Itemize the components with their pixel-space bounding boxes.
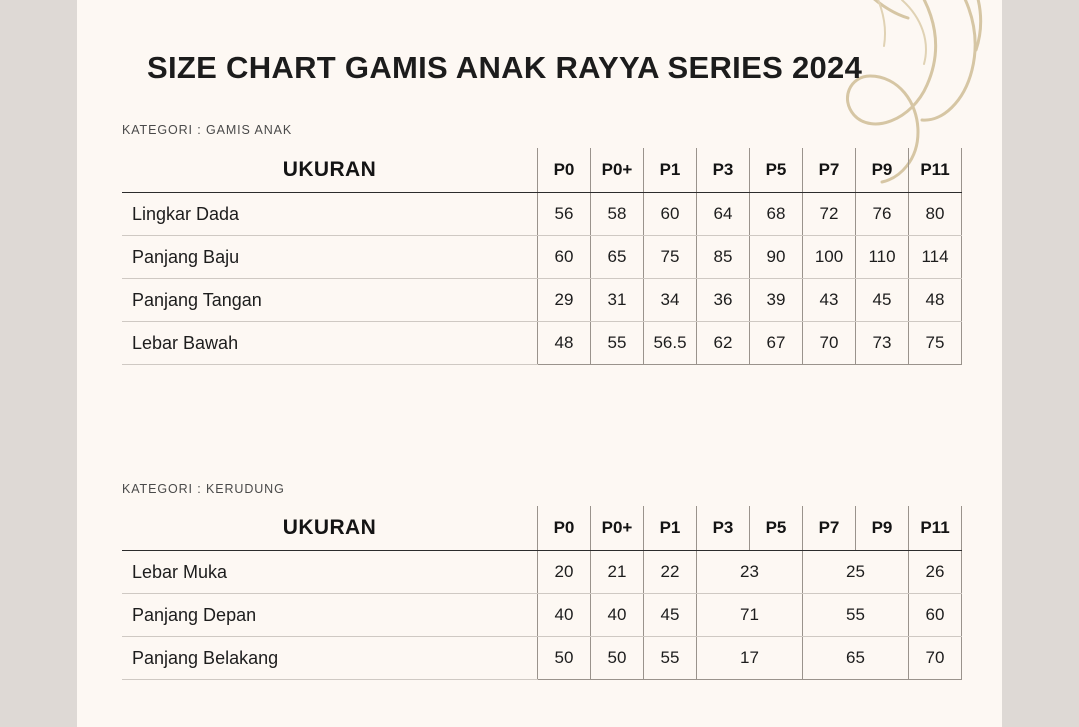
cell-value: 67 bbox=[750, 322, 803, 365]
cell-value: 45 bbox=[644, 594, 697, 637]
column-header-p0: P0 bbox=[538, 148, 591, 193]
cell-value: 29 bbox=[538, 279, 591, 322]
cell-value: 60 bbox=[538, 236, 591, 279]
cell-value: 50 bbox=[591, 637, 644, 680]
left-margin-band bbox=[0, 0, 77, 727]
column-header-p5: P5 bbox=[750, 148, 803, 193]
column-header-p3: P3 bbox=[697, 506, 750, 551]
cell-value: 56.5 bbox=[644, 322, 697, 365]
cell-value: 40 bbox=[538, 594, 591, 637]
row-label: Lebar Muka bbox=[122, 551, 538, 594]
cell-value-merged: 23 bbox=[697, 551, 803, 594]
table-row bbox=[122, 322, 962, 365]
category-label-kerudung: KATEGORI : KERUDUNG bbox=[122, 482, 285, 496]
cell-value: 68 bbox=[750, 193, 803, 236]
column-header-ukuran: UKURAN bbox=[122, 148, 538, 193]
row-label: Panjang Belakang bbox=[122, 637, 538, 680]
cell-value: 72 bbox=[803, 193, 856, 236]
cell-value: 90 bbox=[750, 236, 803, 279]
cell-value: 70 bbox=[909, 637, 962, 680]
cell-value: 65 bbox=[591, 236, 644, 279]
size-table-kerudung bbox=[122, 506, 962, 680]
table-row bbox=[122, 594, 962, 637]
cell-value: 73 bbox=[856, 322, 909, 365]
cell-value: 50 bbox=[538, 637, 591, 680]
row-label: Panjang Depan bbox=[122, 594, 538, 637]
cell-value: 48 bbox=[538, 322, 591, 365]
cell-value: 56 bbox=[538, 193, 591, 236]
cell-value: 100 bbox=[803, 236, 856, 279]
cell-value: 75 bbox=[909, 322, 962, 365]
column-header-p7: P7 bbox=[803, 506, 856, 551]
cell-value: 20 bbox=[538, 551, 591, 594]
column-header-p1: P1 bbox=[644, 148, 697, 193]
column-header-p0-plus: P0+ bbox=[591, 148, 644, 193]
cell-value: 45 bbox=[856, 279, 909, 322]
cell-value: 22 bbox=[644, 551, 697, 594]
table-row bbox=[122, 551, 962, 594]
document-page bbox=[77, 0, 1002, 727]
cell-value: 55 bbox=[591, 322, 644, 365]
page-title: SIZE CHART GAMIS ANAK RAYYA SERIES 2024 bbox=[147, 50, 863, 85]
column-header-ukuran: UKURAN bbox=[122, 506, 538, 551]
cell-value: 36 bbox=[697, 279, 750, 322]
right-margin-band bbox=[1002, 0, 1079, 727]
cell-value-merged: 71 bbox=[697, 594, 803, 637]
cell-value-merged: 65 bbox=[803, 637, 909, 680]
cell-value: 43 bbox=[803, 279, 856, 322]
table-row bbox=[122, 637, 962, 680]
cell-value: 70 bbox=[803, 322, 856, 365]
cell-value-merged: 55 bbox=[803, 594, 909, 637]
table-row bbox=[122, 193, 962, 236]
column-header-p5: P5 bbox=[750, 506, 803, 551]
column-header-p0-plus: P0+ bbox=[591, 506, 644, 551]
cell-value: 55 bbox=[644, 637, 697, 680]
category-label-gamis: KATEGORI : GAMIS ANAK bbox=[122, 123, 293, 137]
cell-value: 75 bbox=[644, 236, 697, 279]
table-header-row bbox=[122, 506, 962, 551]
cell-value: 26 bbox=[909, 551, 962, 594]
cell-value: 60 bbox=[909, 594, 962, 637]
cell-value: 58 bbox=[591, 193, 644, 236]
column-header-p1: P1 bbox=[644, 506, 697, 551]
row-label: Lebar Bawah bbox=[122, 322, 538, 365]
table-row bbox=[122, 279, 962, 322]
row-label: Panjang Tangan bbox=[122, 279, 538, 322]
cell-value: 62 bbox=[697, 322, 750, 365]
cell-value-merged: 17 bbox=[697, 637, 803, 680]
cell-value: 34 bbox=[644, 279, 697, 322]
cell-value: 64 bbox=[697, 193, 750, 236]
column-header-p9: P9 bbox=[856, 506, 909, 551]
table-header-row bbox=[122, 148, 962, 193]
size-table-gamis-anak bbox=[122, 148, 962, 365]
cell-value: 110 bbox=[856, 236, 909, 279]
cell-value: 48 bbox=[909, 279, 962, 322]
cell-value: 21 bbox=[591, 551, 644, 594]
row-label: Lingkar Dada bbox=[122, 193, 538, 236]
cell-value: 40 bbox=[591, 594, 644, 637]
cell-value: 31 bbox=[591, 279, 644, 322]
column-header-p11: P11 bbox=[909, 506, 962, 551]
table-row bbox=[122, 236, 962, 279]
cell-value: 60 bbox=[644, 193, 697, 236]
column-header-p3: P3 bbox=[697, 148, 750, 193]
column-header-p11: P11 bbox=[909, 148, 962, 193]
cell-value: 80 bbox=[909, 193, 962, 236]
cell-value: 39 bbox=[750, 279, 803, 322]
cell-value: 85 bbox=[697, 236, 750, 279]
column-header-p7: P7 bbox=[803, 148, 856, 193]
cell-value: 76 bbox=[856, 193, 909, 236]
cell-value: 114 bbox=[909, 236, 962, 279]
column-header-p0: P0 bbox=[538, 506, 591, 551]
cell-value-merged: 25 bbox=[803, 551, 909, 594]
row-label: Panjang Baju bbox=[122, 236, 538, 279]
column-header-p9: P9 bbox=[856, 148, 909, 193]
